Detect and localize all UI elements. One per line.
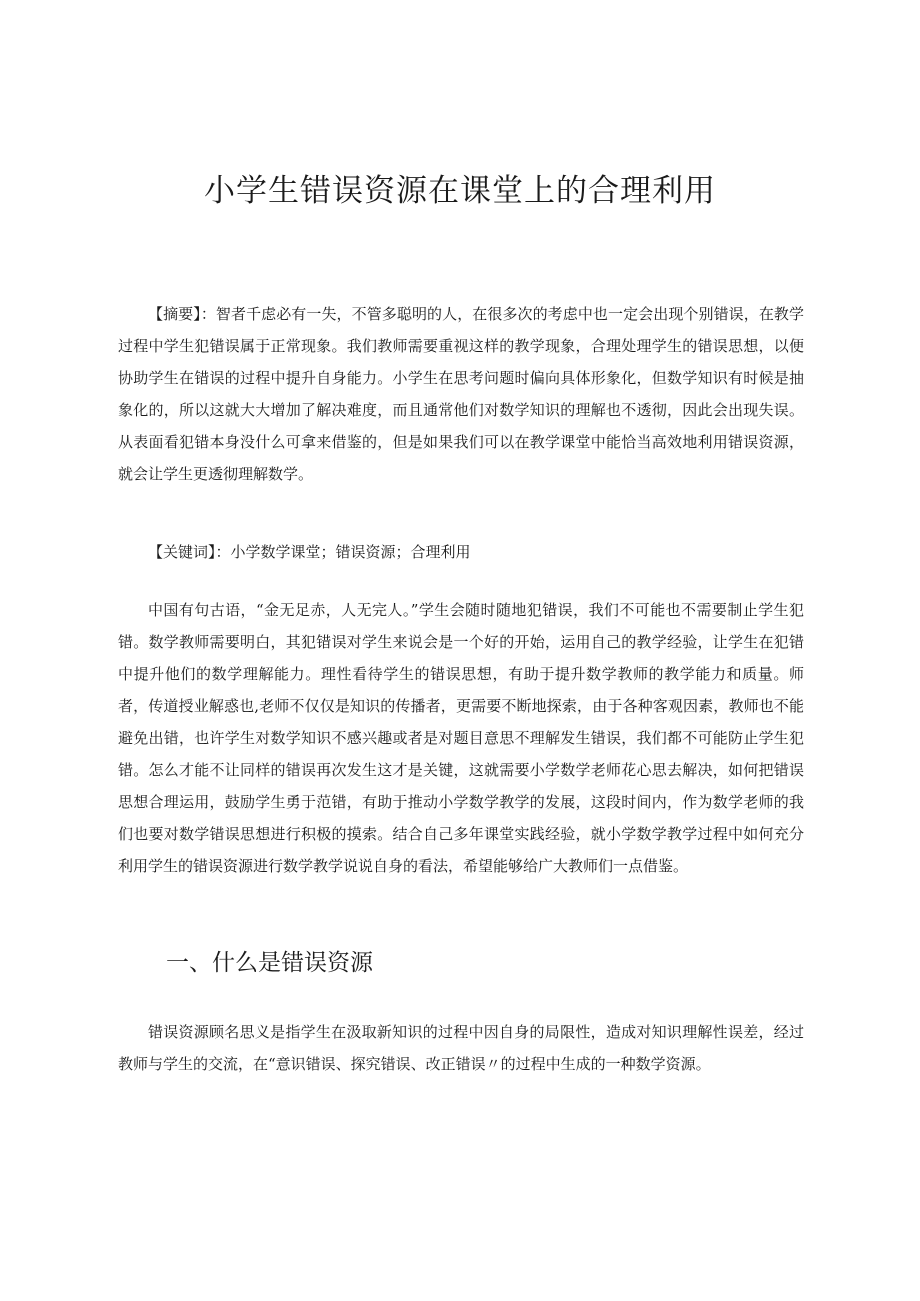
abstract-text: 智者千虑必有一失，不管多聪明的人，在很多次的考虑中也一定会出现个别错误，在教学过程中学生犯错误属于正常现象。我们教师需要重视这样的教学现象，合理处理学生的错误思想，以便协助学生在错误的过程中提升自身能力。小学生在思考问题时偏向具体形象化，但数学知识有时候是抽象化的，所以这就大大增加了解决难度，而且通常他们对数学知识的理解也不透彻，因此会出现失误。从表面看犯错本身没什么可拿来借鉴的，但是如果我们可以在教学课堂中能恰当高效地利用错误资源，就会让学生更透彻理解数学。 (118, 305, 804, 483)
section-paragraph: 错误资源顾名思义是指学生在汲取新知识的过程中因自身的局限性，造成对知识理解性误差，经过教师与学生的交流，在“意识错误、探究错误、改正错误〃的过程中生成的一种数学资源。 (118, 1023, 804, 1073)
keywords-label: 【关键词】： (148, 543, 231, 561)
abstract-label: 【摘要】： (148, 305, 216, 323)
abstract-paragraph (118, 298, 804, 490)
document-title: 小学生错误资源在课堂上的合理利用 (204, 173, 716, 209)
keywords-text: 小学数学课堂；错误资源；合理利用 (230, 543, 471, 561)
intro-paragraph: 中国有句古语，“金无足赤，人无完人。”学生会随时随地犯错误，我们不可能也不需要制止学生犯错。数学教师需要明白，其犯错误对学生来说会是一个好的开始，运用自己的教学经验，让学生在犯错中提升他们的数学理解能力。理性看待学生的错误思想，有助于提升数学教师的教学能力和质量。师者，传道授业解惑也,老师不仅仅是知识的传播者，更需要不断地探索，由于各种客观因素，教师也不能避免出错，也许学生对数学知识不感兴趣或者是对题目意思不理解发生错误，我们都不可能防止学生犯错。怎么才能不让同样的错误再次发生这才是关键，这就需要小学数学老师花心思去解决，如何把错误思想合理运用，鼓励学生勇于范错，有助于推动小学数学教学的发展，这段时间内，作为数学老师的我们也要对数学错误思想进行积极的摸索。结合自己多年课堂实践经验，就小学数学教学过程中如何充分利用学生的错误资源进行数学教学说说自身的看法，希望能够给广大教师们一点借鉴。 (118, 601, 804, 875)
section-heading: 一、什么是错误资源 (166, 950, 373, 976)
keywords-paragraph (118, 536, 804, 568)
